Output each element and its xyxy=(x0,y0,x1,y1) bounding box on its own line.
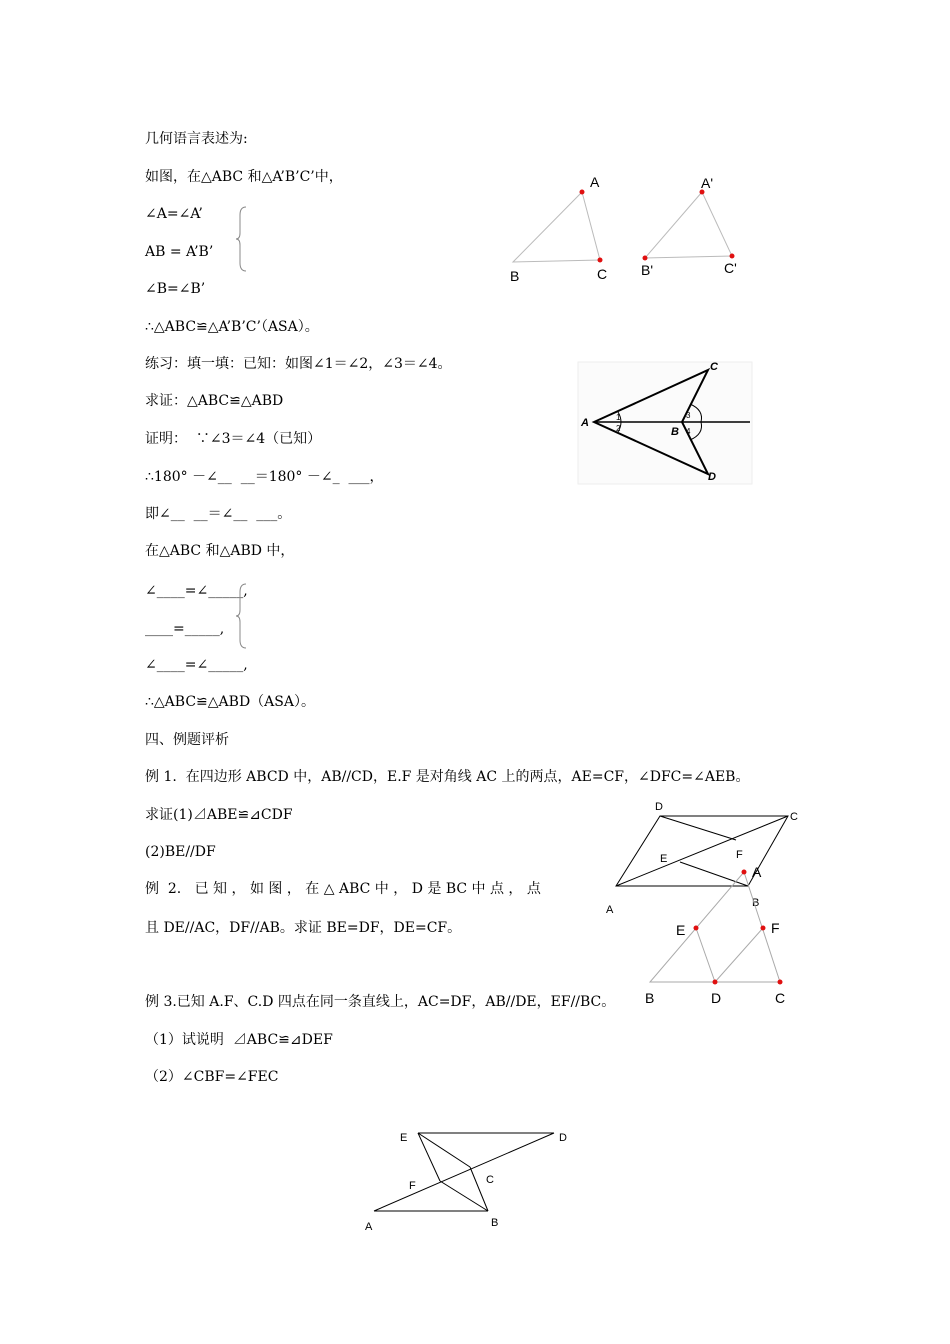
fig2-label-3: 3 xyxy=(686,411,691,420)
text-line-20: (2)BE//DF xyxy=(145,844,216,860)
fig5-label-f: F xyxy=(409,1180,416,1192)
figure-triangles-asa xyxy=(500,170,760,290)
fig5-label-b: B xyxy=(491,1217,499,1229)
text-line-18: 例 1. 在四边形 ABCD 中，AB//CD，E.F 是对角线 AC 上的两点，AE=CF，∠DFC=∠AEB。 xyxy=(145,769,750,785)
text-line-10: ∴180° －∠__ __＝180° －∠_ ___， xyxy=(145,469,384,485)
fig4-label-a: A xyxy=(752,864,762,880)
text-line-9: 证明： ∵∠3＝∠4（已知） xyxy=(145,431,322,447)
fig5-label-c: C xyxy=(486,1174,494,1186)
fig3-label-a: A xyxy=(606,904,614,916)
brace-1 xyxy=(236,205,250,273)
fig5-label-d: D xyxy=(559,1132,567,1144)
fig2-label-d: D xyxy=(708,471,716,483)
fig2-label-c: C xyxy=(710,361,718,373)
text-line-3: ∠A=∠A’ xyxy=(145,206,203,222)
fig4-label-d: D xyxy=(711,990,722,1006)
fig5-label-e: E xyxy=(400,1132,408,1144)
fig2-label-b: B xyxy=(671,426,679,438)
figure-example3 xyxy=(360,1125,580,1235)
text-line-5: ∠B=∠B’ xyxy=(145,281,206,297)
fig1-label-c-prime: C' xyxy=(724,260,737,276)
fig4-label-e: E xyxy=(676,922,686,938)
figure-triangle-midpoint xyxy=(640,860,800,1010)
text-line-25: （2）∠CBF=∠FEC xyxy=(145,1069,279,1085)
text-line-2: 如图，在△ABC 和△A’B’C’中， xyxy=(145,169,343,185)
text-line-13: ∠____=∠_____, xyxy=(145,583,248,599)
fig4-label-f: F xyxy=(771,920,780,936)
fig3-label-c: C xyxy=(790,811,798,823)
text-line-4: AB = A’B’ xyxy=(145,244,214,260)
text-line-16: ∴△ABC≌△ABD（ASA）。 xyxy=(145,694,315,710)
text-line-24: （1）试说明 ⊿ABC≌⊿DEF xyxy=(145,1032,333,1048)
text-line-17: 四、例题评析 xyxy=(145,732,229,748)
fig5-label-a: A xyxy=(365,1221,373,1233)
text-line-21: 例 2. 已 知 ， 如 图 ， 在 △ ABC 中 ， D 是 BC 中 点 ， 点 xyxy=(145,881,541,897)
fig2-label-1: 1 xyxy=(616,413,621,422)
fig3-label-b: B xyxy=(752,897,760,909)
text-line-23: 例 3.已知 A.F、C.D 四点在同一条直线上，AC=DF，AB//DE，EF//BC。 xyxy=(145,994,616,1010)
text-line-11: 即∠__ __＝∠__ ___。 xyxy=(145,506,292,522)
fig1-label-a: A xyxy=(590,174,600,190)
text-line-7: 练习：填一填：已知：如图∠1＝∠2，∠3＝∠4。 xyxy=(145,356,452,372)
fig2-label-4: 4 xyxy=(686,427,691,436)
fig3-label-e: E xyxy=(660,853,668,865)
text-line-12: 在△ABC 和△ABD 中， xyxy=(145,543,295,559)
text-line-22: 且 DE//AC，DF//AB。求证 BE=DF，DE=CF。 xyxy=(145,920,462,936)
fig3-label-f: F xyxy=(736,849,743,861)
fig4-label-c: C xyxy=(775,990,786,1006)
text-line-8: 求证：△ABC≌△ABD xyxy=(145,393,284,409)
text-line-19: 求证(1)⊿ABE≌⊿CDF xyxy=(145,807,293,823)
text-line-14: ____=_____, xyxy=(145,621,225,637)
text-line-6: ∴△ABC≌△A’B’C’（ASA）。 xyxy=(145,319,319,335)
fig1-label-a-prime: A' xyxy=(701,175,714,191)
fig4-label-b: B xyxy=(645,990,655,1006)
fig1-label-b-prime: B' xyxy=(641,262,654,278)
fig1-label-c: C xyxy=(597,266,608,282)
fig3-label-d: D xyxy=(655,801,663,813)
text-line-1: 几何语言表述为: xyxy=(145,131,248,147)
fig2-label-2: 2 xyxy=(616,424,621,433)
brace-2 xyxy=(236,582,250,650)
fig2-label-a: A xyxy=(581,417,589,429)
fig1-label-b: B xyxy=(510,268,520,284)
figure-angles-1234 xyxy=(578,362,752,484)
text-line-15: ∠____=∠_____, xyxy=(145,657,248,673)
